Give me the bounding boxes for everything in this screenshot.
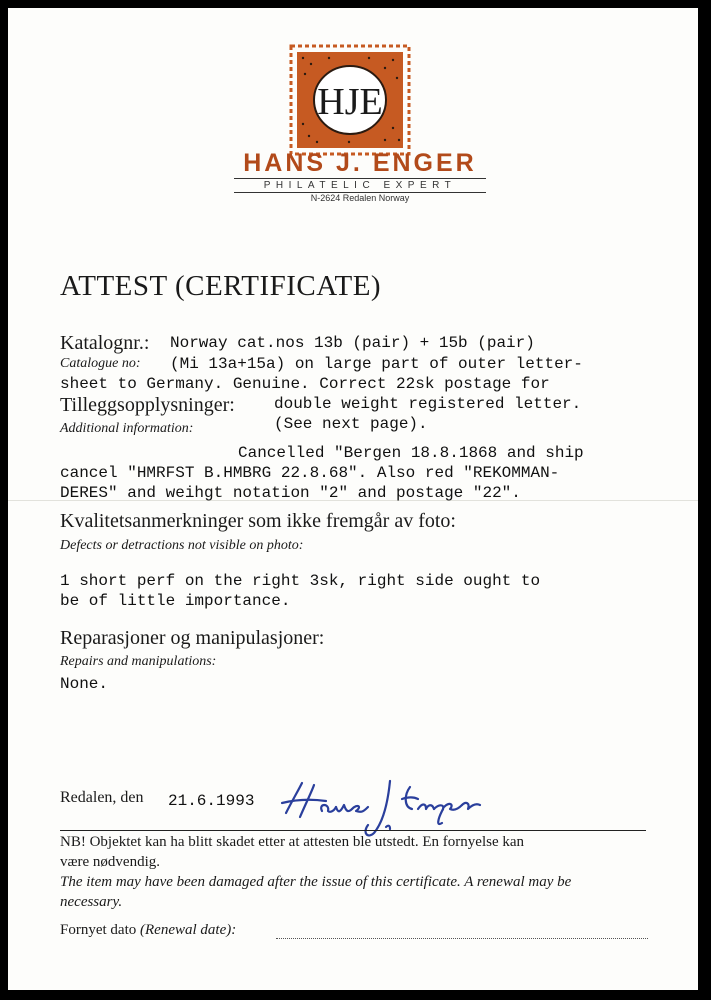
notice-english-line-1: The item may have been damaged after the issue of this certificate. A renewal may be [60,874,572,890]
catalogue-line-3: sheet to Germany. Genuine. Correct 22sk postage for [60,375,550,393]
renewal-label-en: (Renewal date): [140,922,237,938]
catalogue-line-4: double weight registered letter. [274,395,582,413]
place-date-label: Redalen, den [60,789,144,806]
renewal-label-no: Fornyet dato [60,922,137,938]
logo-name: HANS J. ENGER [243,149,477,177]
additional-label: Tilleggsopplysninger: [60,394,235,416]
certificate-title: ATTEST (CERTIFICATE) [60,270,382,302]
logo-monogram: HJE [317,81,383,123]
renewal-label [60,922,236,939]
catalogue-line-5: (See next page). [274,415,428,433]
notice-norwegian-line-2: være nødvendig. [60,854,160,870]
defects-sublabel: Defects or detractions not visible on photo: [60,538,304,553]
repairs-value: None. [60,675,109,693]
catalogue-line-2: (Mi 13a+15a) on large part of outer letter- [170,355,583,373]
additional-line-3: DERES" and weihgt notation "2" and postage "22". [60,484,521,502]
handwritten-signature [278,773,508,843]
renewal-date-line [276,938,648,939]
notice-divider [60,830,646,831]
catalogue-sublabel: Catalogue no: [60,356,141,371]
catalogue-line-1: Norway cat.nos 13b (pair) + 15b (pair) [170,334,535,352]
certificate-page [8,8,698,990]
additional-line-2: cancel "HMRFST B.HMBRG 22.8.68". Also red "REKOMMAN- [60,464,560,482]
notice-norwegian-line-1: NB! Objektet kan ha blitt skadet etter at attesten ble utstedt. En fornyelse kan [60,834,525,850]
defects-label: Kvalitetsanmerkninger som ikke fremgår av foto: [60,510,456,532]
additional-line-1: Cancelled "Bergen 18.8.1868 and ship [238,444,584,462]
defects-line-1: 1 short perf on the right 3sk, right side ought to [60,572,541,590]
catalogue-label: Katalognr.: [60,332,150,354]
defects-line-2: be of little importance. [60,592,291,610]
logo-address: N-2624 Redalen Norway [234,192,486,203]
certificate-date: 21.6.1993 [168,792,255,810]
hje-stamp-logo [289,44,411,156]
notice-english-line-2: necessary. [60,894,123,910]
logo-tagline: PHILATELIC EXPERT [234,178,486,191]
additional-sublabel: Additional information: [60,421,194,436]
repairs-sublabel: Repairs and manipulations: [60,654,217,669]
repairs-label: Reparasjoner og manipulasjoner: [60,627,325,649]
